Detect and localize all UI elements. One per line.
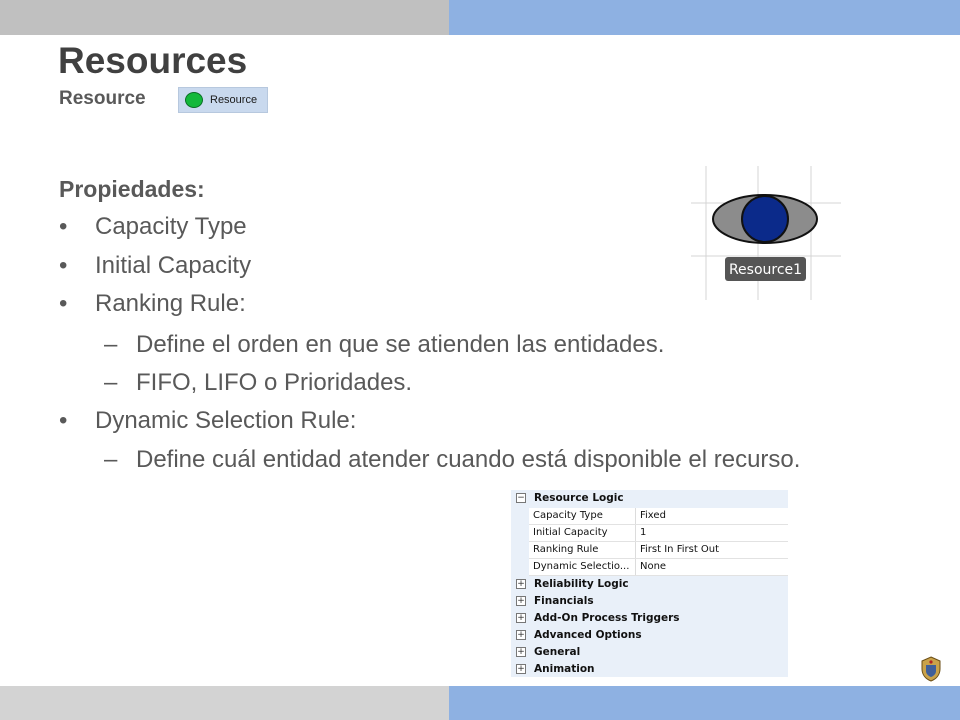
category-label: Add-On Process Triggers (534, 612, 680, 624)
category-add-on-process-triggers[interactable] (511, 610, 788, 627)
property-name: Ranking Rule (533, 544, 599, 555)
bullet-mark: • (59, 252, 68, 279)
dash-mark: – (104, 446, 118, 473)
category-label: General (534, 646, 581, 658)
property-row[interactable] (529, 542, 788, 559)
expand-icon[interactable]: + (517, 647, 525, 657)
category-resource-logic[interactable] (511, 490, 788, 507)
category-reliability-logic[interactable] (511, 576, 788, 593)
footer-band-left (0, 686, 449, 720)
dash-mark: – (104, 331, 118, 358)
category-label: Resource Logic (534, 492, 624, 504)
property-name: Capacity Type (533, 510, 603, 521)
slide-title: Resources (58, 40, 248, 81)
resource-object[interactable] (713, 195, 817, 243)
expand-icon[interactable]: + (517, 613, 525, 623)
bullet-mark: • (59, 213, 68, 240)
category-advanced-options[interactable] (511, 627, 788, 644)
expand-icon[interactable]: + (517, 579, 525, 589)
bullet-item (59, 213, 247, 241)
property-value-field[interactable] (635, 525, 789, 541)
bullet-item (59, 252, 251, 280)
object-label: Resource1 (728, 262, 803, 278)
bullet-item (59, 290, 246, 318)
category-animation[interactable] (511, 661, 788, 678)
resource-circle-icon (185, 92, 203, 108)
slide-subtitle: Resource (59, 88, 146, 109)
bullet-text: Initial Capacity (95, 252, 252, 279)
category-label: Financials (534, 595, 594, 607)
category-label: Animation (534, 663, 595, 675)
model-canvas (691, 166, 841, 300)
expand-icon[interactable]: + (517, 664, 525, 674)
property-row[interactable] (529, 508, 788, 525)
category-financials[interactable] (511, 593, 788, 610)
property-value-field[interactable] (635, 559, 789, 575)
property-value: None (640, 561, 667, 572)
expand-icon[interactable]: + (517, 596, 525, 606)
properties-heading: Propiedades: (59, 176, 205, 202)
university-crest-icon (920, 656, 942, 687)
header-band-right (449, 0, 960, 35)
property-value: 1 (640, 527, 647, 538)
bullet-item (59, 407, 356, 435)
category-label: Reliability Logic (534, 578, 629, 590)
resource-toolbox-button[interactable] (178, 87, 268, 113)
sub-bullet-item (104, 369, 412, 397)
property-value: Fixed (640, 510, 666, 521)
property-row[interactable] (529, 525, 788, 542)
property-name: Initial Capacity (533, 527, 608, 538)
bullet-mark: • (59, 407, 68, 434)
property-value-field[interactable] (635, 508, 789, 524)
sub-bullet-item (104, 446, 800, 474)
bullet-text: Ranking Rule: (95, 290, 246, 317)
sub-bullet-text: Define cuál entidad atender cuando está disponible el recurso. (136, 446, 801, 473)
property-value: First In First Out (640, 544, 720, 555)
bullet-text: Capacity Type (95, 213, 247, 240)
resource-toolbox-label: Resource (210, 94, 258, 106)
sub-bullet-text: Define el orden en que se atienden las entidades. (136, 331, 665, 358)
bullet-mark: • (59, 290, 68, 317)
property-row[interactable] (529, 559, 788, 576)
category-label: Advanced Options (534, 629, 642, 641)
expand-icon[interactable]: + (517, 630, 525, 640)
dash-mark: – (104, 369, 118, 396)
header-band-left (0, 0, 449, 35)
sub-bullet-text: FIFO, LIFO o Prioridades. (136, 369, 413, 396)
bullet-text: Dynamic Selection Rule: (95, 407, 357, 434)
property-value-field[interactable] (635, 542, 789, 558)
category-general[interactable] (511, 644, 788, 661)
collapse-icon[interactable]: − (517, 493, 525, 503)
sub-bullet-item (104, 331, 664, 359)
property-grid (511, 490, 788, 677)
footer-band-right (449, 686, 960, 720)
property-name: Dynamic Selectio... (533, 561, 630, 572)
